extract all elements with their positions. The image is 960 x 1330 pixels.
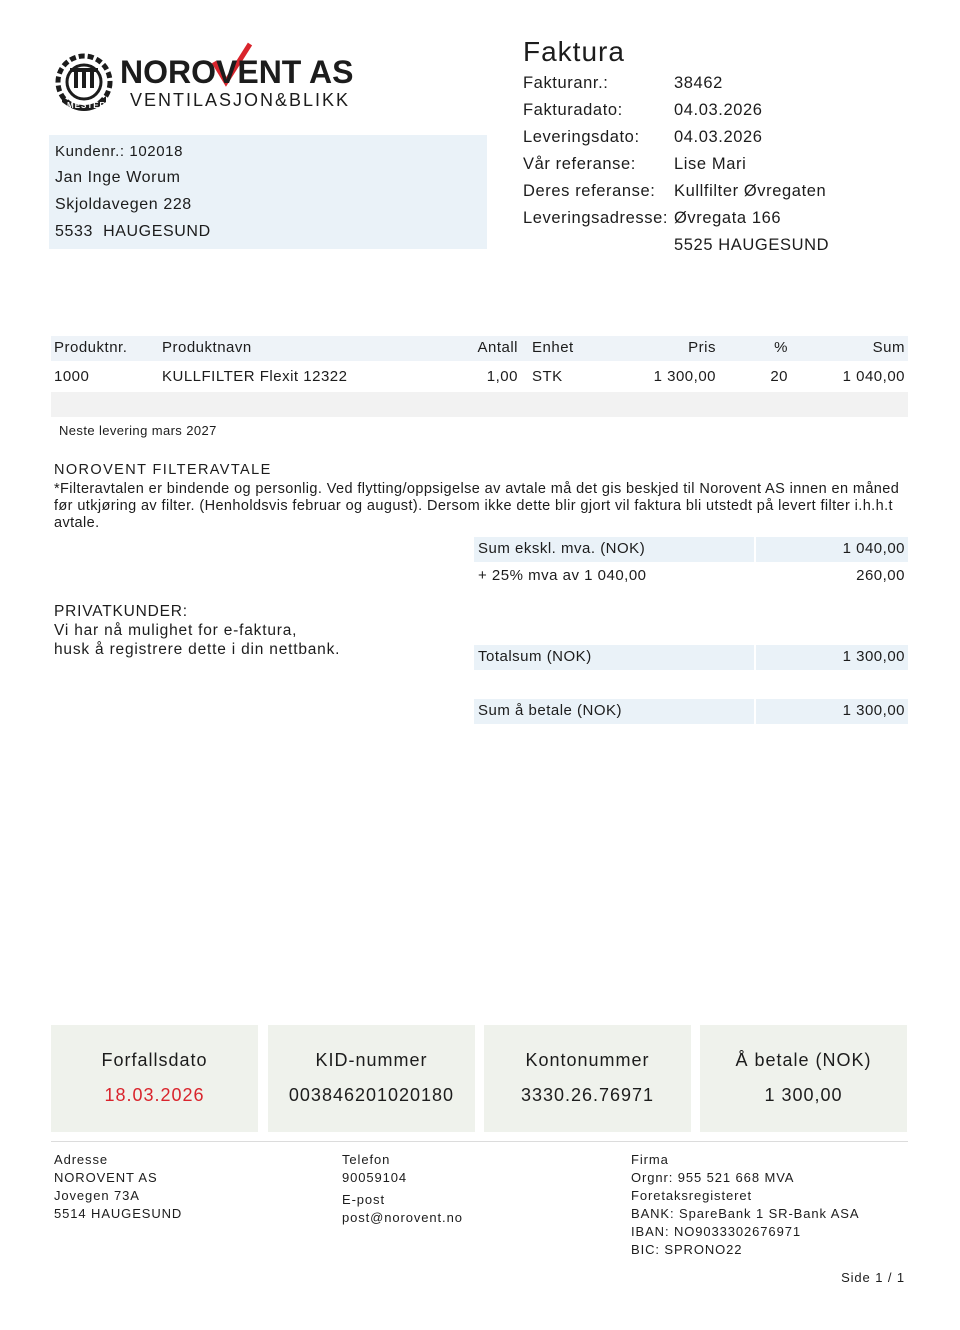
kid-card [268,1025,475,1132]
subtotal-label: Sum ekskl. mva. (NOK) [478,540,646,557]
meta-value: 04.03.2026 [674,101,763,119]
table-cell: 20 [770,368,788,385]
private-title: PRIVATKUNDER: [54,603,188,620]
meta-value: Øvregata 166 [674,209,782,227]
vat-value: 260,00 [856,567,905,584]
brand-name: NOROVENT AS [120,54,354,90]
meta-label: Fakturanr.: [523,74,609,92]
footer-line: Jovegen 73A [54,1188,140,1203]
total-label: Totalsum (NOK) [478,648,592,665]
private-line: husk å registrere dette i din nettbank. [54,641,341,658]
subtotal-value: 1 040,00 [842,540,905,557]
invoice-title: Faktura [523,36,625,67]
meta-label: Vår referanse: [523,155,636,173]
customer-street: Skjoldavegen 228 [55,196,192,213]
column-header: Antall [477,339,518,356]
account-value: 3330.26.76971 [520,1085,655,1105]
customer-box [49,135,487,249]
kid-value: 003846201020180 [288,1085,455,1105]
footer-line: Firma [631,1152,669,1167]
account-label: Kontonummer [525,1050,650,1070]
footer-line: 5514 HAUGESUND [54,1206,183,1221]
amount-label: Å betale (NOK) [735,1050,872,1070]
footer-address [54,1151,182,1223]
meta-value: 5525 HAUGESUND [674,236,830,254]
column-header: Pris [688,339,716,356]
table-cell: 1 040,00 [842,368,905,385]
column-header: % [774,339,788,356]
table-cell: KULLFILTER Flexit 12322 [162,368,348,385]
table-spacer-row [51,392,908,417]
footer-line: E-post [342,1192,385,1207]
amount-value: 1 300,00 [764,1085,843,1105]
private-line: Vi har nå mulighet for e-faktura, [54,622,298,639]
vat-label: + 25% mva av 1 040,00 [478,567,647,584]
table-row [51,366,908,388]
table-cell: 1,00 [486,368,518,385]
due-date-value: 18.03.2026 [104,1085,205,1105]
kid-label: KID-nummer [315,1050,428,1070]
footer-line: Adresse [54,1152,108,1167]
footer-line: BIC: SPRONO22 [631,1242,743,1257]
agreement-text: *Filteravtalen er bindende og personlig. Ved flytting/oppsigelse av avtale må det gis beskjed til Norovent AS innen en måned før utkjøring av filter. (Henholdsvis februar og august). Dersom ikke dette blir gjort vil faktura bli utstedt på levert filter i.h.h.t avtale. [54,481,900,531]
footer-company [631,1151,859,1259]
footer-divider [51,1141,908,1142]
meta-label: Fakturadato: [523,101,623,119]
pay-label: Sum å betale (NOK) [478,702,623,719]
customer-number: Kundenr.: 102018 [55,143,184,160]
column-header: Enhet [532,339,574,356]
due-date-card [51,1025,258,1132]
meta-value: 38462 [674,74,723,92]
private-customers-notice [54,602,340,659]
footer-line: Orgnr: 955 521 668 MVA [631,1170,795,1185]
table-header [51,336,908,361]
footer-line: Foretaksregisteret [631,1188,752,1203]
meta-label: Deres referanse: [523,182,656,200]
table-cell: 1000 [54,368,90,385]
delivery-note: Neste levering mars 2027 [59,423,217,438]
amount-card [700,1025,907,1132]
footer-line: 90059104 [342,1170,408,1185]
column-header: Produktnr. [54,339,128,356]
table-cell: 1 300,00 [653,368,716,385]
company-logo [54,40,384,115]
pay-value: 1 300,00 [842,702,905,719]
account-card [484,1025,691,1132]
due-date-label: Forfallsdato [101,1050,208,1070]
column-header: Sum [872,339,905,356]
customer-name: Jan Inge Worum [55,169,181,186]
meta-label: Leveringsadresse: [523,209,669,227]
customer-city: 5533 HAUGESUND [55,223,211,240]
footer-line: Telefon [342,1152,391,1167]
meta-value: 04.03.2026 [674,128,763,146]
footer-line: NOROVENT AS [54,1170,158,1185]
brand-badge-text: MESTER [67,101,107,110]
meta-value: Kullfilter Øvregaten [674,182,827,200]
column-header: Produktnavn [162,339,252,356]
footer-line: IBAN: NO9033302676971 [631,1224,801,1239]
footer-contact [342,1151,463,1227]
meta-label: Leveringsdato: [523,128,640,146]
footer-email-link[interactable]: post@norovent.no [342,1210,463,1225]
agreement-title: NOROVENT FILTERAVTALE [54,462,272,478]
total-value: 1 300,00 [842,648,905,665]
footer-line: BANK: SpareBank 1 SR-Bank ASA [631,1206,860,1221]
page-number: Side 1 / 1 [841,1270,905,1285]
meta-value: Lise Mari [674,155,747,173]
table-cell: STK [532,368,563,385]
brand-tagline: VENTILASJON&BLIKK [130,90,351,110]
